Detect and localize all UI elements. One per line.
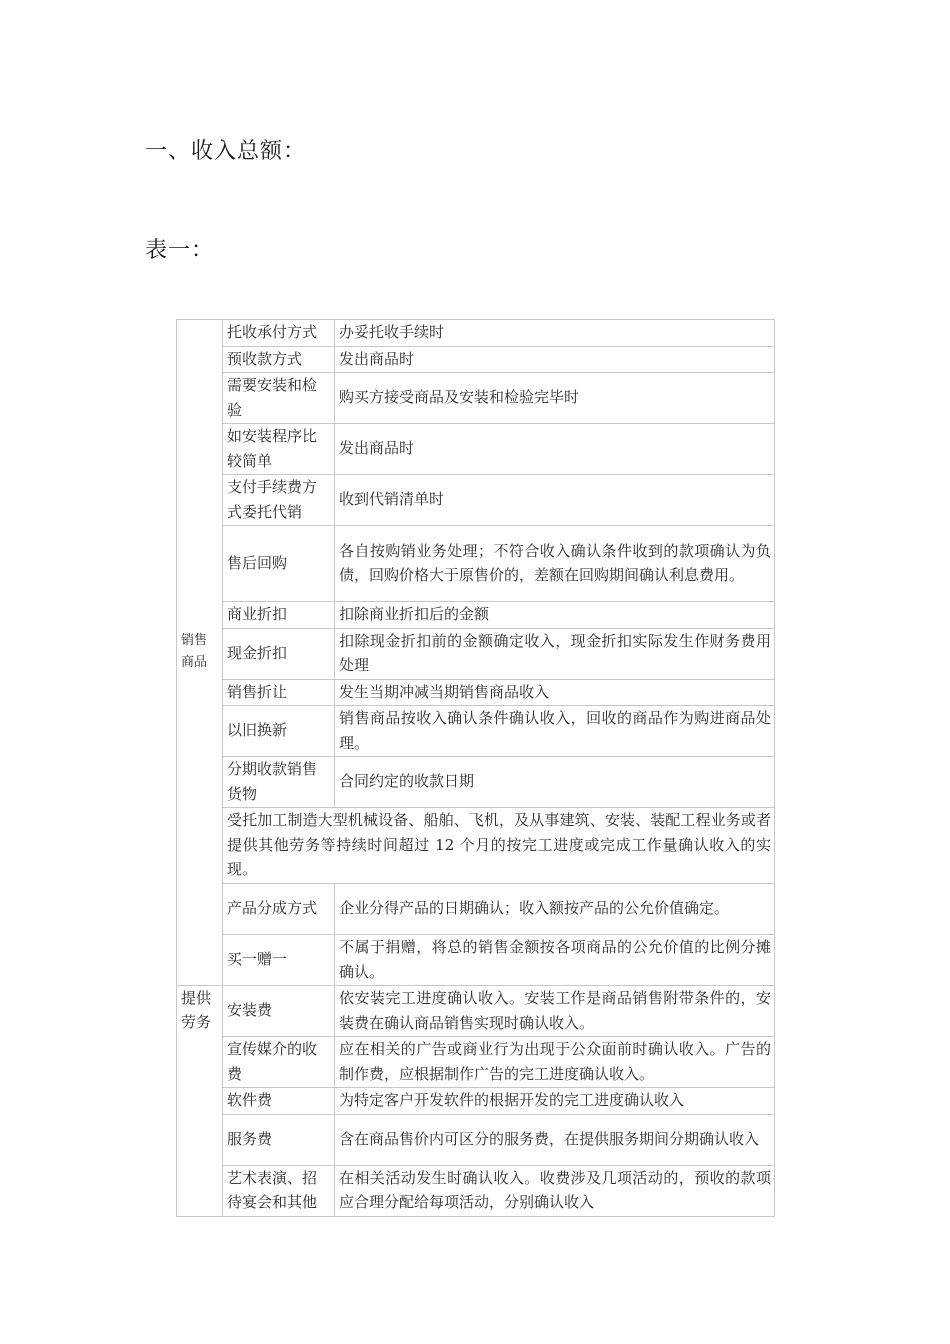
item-cell: 服务费 bbox=[223, 1114, 335, 1165]
rule-cell: 扣除现金折扣前的金额确定收入，现金折扣实际发生作财务费用处理 bbox=[335, 628, 775, 679]
rule-cell: 扣除商业折扣后的金额 bbox=[335, 602, 775, 629]
table-caption: 表一： bbox=[145, 238, 215, 263]
item-cell: 产品分成方式 bbox=[223, 884, 335, 935]
table-row bbox=[177, 757, 775, 808]
table-row bbox=[177, 1114, 775, 1165]
item-cell: 销售折让 bbox=[223, 679, 335, 706]
table-row bbox=[177, 1165, 775, 1216]
table-row bbox=[177, 424, 775, 475]
rule-cell: 购买方接受商品及安装和检验完毕时 bbox=[335, 373, 775, 424]
item-cell: 现金折扣 bbox=[223, 628, 335, 679]
table-row bbox=[177, 884, 775, 935]
item-cell: 宣传媒介的收费 bbox=[223, 1037, 335, 1088]
rule-cell: 发出商品时 bbox=[335, 346, 775, 373]
table-row bbox=[177, 373, 775, 424]
table-row bbox=[177, 986, 775, 1037]
rule-cell: 销售商品按收入确认条件确认收入，回收的商品作为购进商品处理。 bbox=[335, 706, 775, 757]
rule-cell: 依安装完工进度确认收入。安装工作是商品销售附带条件的，安装费在确认商品销售实现时确认收入。 bbox=[335, 986, 775, 1037]
item-cell: 商业折扣 bbox=[223, 602, 335, 629]
rule-cell: 为特定客户开发软件的根据开发的完工进度确认收入 bbox=[335, 1088, 775, 1115]
item-cell: 需要安装和检验 bbox=[223, 373, 335, 424]
item-cell: 以旧换新 bbox=[223, 706, 335, 757]
rule-cell: 企业分得产品的日期确认；收入额按产品的公允价值确定。 bbox=[335, 884, 775, 935]
item-cell: 分期收款销售货物 bbox=[223, 757, 335, 808]
item-cell: 预收款方式 bbox=[223, 346, 335, 373]
rule-cell: 各自按购销业务处理；不符合收入确认条件收到的款项确认为负债，回购价格大于原售价的，差额在回购期间确认利息费用。 bbox=[335, 526, 775, 602]
table-row bbox=[177, 1037, 775, 1088]
rule-cell: 办妥托收手续时 bbox=[335, 320, 775, 347]
table-row bbox=[177, 320, 775, 347]
rule-cell: 应在相关的广告或商业行为出现于公众面前时确认收入。广告的制作费，应根据制作广告的完工进度确认收入。 bbox=[335, 1037, 775, 1088]
item-cell: 软件费 bbox=[223, 1088, 335, 1115]
table-row bbox=[177, 475, 775, 526]
section-heading: 一、收入总额： bbox=[145, 139, 307, 164]
item-cell: 艺术表演、招待宴会和其他 bbox=[223, 1165, 335, 1216]
table-row bbox=[177, 602, 775, 629]
table-row bbox=[177, 346, 775, 373]
rule-cell: 发出商品时 bbox=[335, 424, 775, 475]
table-row bbox=[177, 628, 775, 679]
rule-cell: 含在商品售价内可区分的服务费，在提供服务期间分期确认收入 bbox=[335, 1114, 775, 1165]
table-row bbox=[177, 1088, 775, 1115]
category-cell: 提供劳务 bbox=[177, 986, 223, 1217]
table-row bbox=[177, 706, 775, 757]
table-row bbox=[177, 935, 775, 986]
item-cell: 支付手续费方式委托代销 bbox=[223, 475, 335, 526]
revenue-recognition-table bbox=[176, 319, 775, 1217]
rule-cell: 收到代销清单时 bbox=[335, 475, 775, 526]
item-cell: 售后回购 bbox=[223, 526, 335, 602]
merged-cell: 受托加工制造大型机械设备、船舶、飞机，及从事建筑、安装、装配工程业务或者提供其他劳务等持续时间超过 12 个月的按完工进度或完成工作量确认收入的实现。 bbox=[223, 808, 775, 884]
item-cell: 安装费 bbox=[223, 986, 335, 1037]
item-cell: 买一赠一 bbox=[223, 935, 335, 986]
rule-cell: 发生当期冲减当期销售商品收入 bbox=[335, 679, 775, 706]
table-row bbox=[177, 526, 775, 602]
table-row bbox=[177, 679, 775, 706]
item-cell: 如安装程序比较简单 bbox=[223, 424, 335, 475]
rule-cell: 在相关活动发生时确认收入。收费涉及几项活动的，预收的款项应合理分配给每项活动，分别确认收入 bbox=[335, 1165, 775, 1216]
rule-cell: 合同约定的收款日期 bbox=[335, 757, 775, 808]
rule-cell: 不属于捐赠，将总的销售金额按各项商品的公允价值的比例分摊确认。 bbox=[335, 935, 775, 986]
item-cell: 托收承付方式 bbox=[223, 320, 335, 347]
category-cell: 销售商品 bbox=[177, 320, 223, 986]
table-row bbox=[177, 808, 775, 884]
